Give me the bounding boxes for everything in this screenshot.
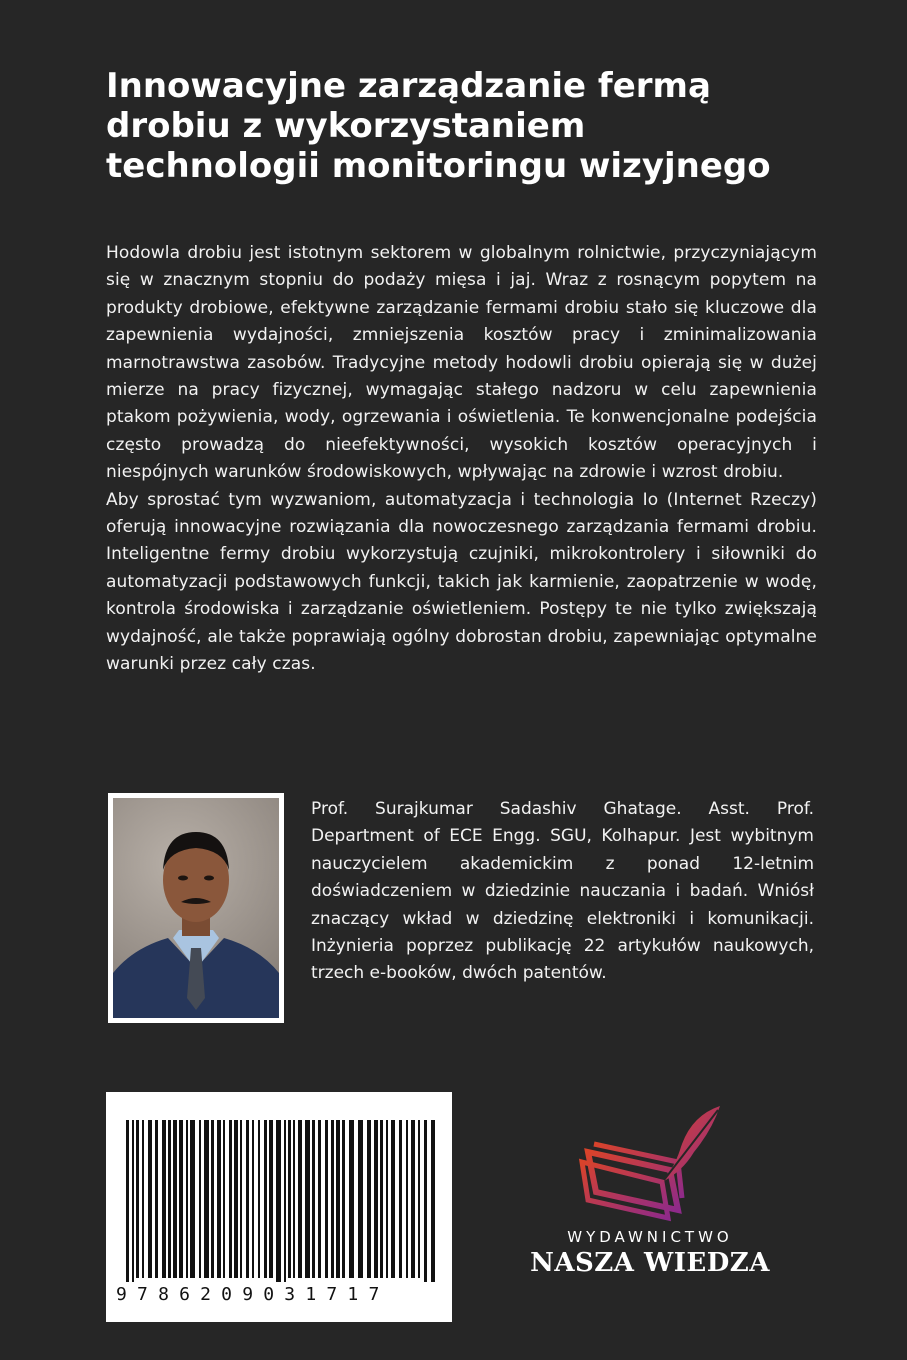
- barcode-bar: [223, 1120, 225, 1278]
- barcode-bar: [240, 1120, 242, 1278]
- barcode-bar: [173, 1120, 177, 1278]
- publisher-logo: [530, 1100, 770, 1290]
- barcode-bar: [380, 1120, 383, 1278]
- barcode-bar: [234, 1120, 238, 1278]
- barcode-bar: [269, 1120, 273, 1278]
- barcode-bar: [336, 1120, 340, 1278]
- barcode-bar: [374, 1120, 378, 1278]
- barcode-bar: [284, 1120, 286, 1282]
- barcode-bar: [276, 1120, 281, 1282]
- barcode-bar: [136, 1120, 139, 1278]
- barcode-bar: [258, 1120, 260, 1278]
- barcode-bar: [246, 1120, 249, 1278]
- barcode-bar: [391, 1120, 395, 1278]
- isbn-barcode: [106, 1092, 452, 1322]
- barcode-bar: [155, 1120, 158, 1278]
- barcode-bar: [349, 1120, 354, 1278]
- barcode-bar: [325, 1120, 328, 1278]
- barcode-bar: [186, 1120, 188, 1278]
- book-quill-icon: [570, 1100, 730, 1225]
- author-photo: [108, 793, 284, 1023]
- barcode-bar: [367, 1120, 371, 1278]
- barcode-bar: [331, 1120, 334, 1278]
- barcode-bar: [162, 1120, 166, 1278]
- barcode-bar: [132, 1120, 134, 1282]
- book-description: [106, 240, 817, 679]
- barcode-bar: [168, 1120, 171, 1278]
- barcode-bar: [288, 1120, 291, 1278]
- barcode-bar: [179, 1120, 183, 1278]
- barcode-bar: [204, 1120, 209, 1278]
- barcode-bar: [264, 1120, 267, 1278]
- isbn-number: 9786209031717: [116, 1284, 390, 1305]
- barcode-bar: [305, 1120, 310, 1278]
- author-bio: Prof. Surajkumar Sadashiv Ghatage. Asst. Prof. Department of ECE Engg. SGU, Kolhapur. Jest wybitnym nauczycielem akademickim z ponad 12-letnim doświadczeniem w dziedzinie nauczania i badań. Wniósł znaczący wkład w dziedzinę elektroniki i komunikacji. Inżynieria poprzez publikację 22 artykułów naukowych, trzech e-booków, dwóch patentów.: [311, 799, 814, 984]
- description-paragraph-1: Hodowla drobiu jest istotnym sektorem w globalnym rolnictwie, przyczyniającym się w znacznym stopniu do podaży mięsa i jaj. Wraz z rosnącym popytem na produkty drobiowe, efektywne zarządzanie fermami drobiu stało się kluczowe dla zapewnienia wydajności, zmniejszenia kosztów pracy i zminimalizowania marnotrawstwa zasobów. Tradycyjne metody hodowli drobiu opierają się w dużej mierze na pracy fizycznej, wymagając stałego nadzoru w celu zapewnienia ptakom pożywienia, wody, ogrzewania i oświetlenia. Te konwencjonalne podejścia często prowadzą do nieefektywności, wysokich kosztów operacyjnych i niespójnych warunków środowiskowych, wpływając na zdrowie i wzrost drobiu.: [106, 243, 817, 483]
- barcode-bar: [211, 1120, 214, 1278]
- barcode-bar: [190, 1120, 195, 1278]
- publisher-name: NASZA WIEDZA: [530, 1248, 770, 1278]
- barcode-bar: [199, 1120, 201, 1278]
- barcode-bar: [418, 1120, 420, 1278]
- description-paragraph-2: Aby sprostać tym wyzwaniom, automatyzacja i technologia Io (Internet Rzeczy) oferują innowacyjne rozwiązania dla nowoczesnego zarządzania fermami drobiu. Inteligentne fermy drobiu wykorzystują czujniki, mikrokontrolery i siłowniki do automatyzacji podstawowych funkcji, takich jak karmienie, zaopatrzenie w wodę, kontrola środowiska i zarządzanie oświetleniem. Postępy te nie tylko zwiększają wydajność, ale także poprawiają ogólny dobrostan drobiu, zapewniając optymalne warunki przez cały czas.: [106, 489, 817, 675]
- barcode-bar: [217, 1120, 221, 1278]
- barcode-bar: [312, 1120, 315, 1278]
- barcode-bar: [411, 1120, 415, 1278]
- barcode-bar: [358, 1120, 363, 1278]
- author-portrait-icon: [113, 798, 279, 1018]
- barcode-bars-icon: [106, 1092, 452, 1282]
- barcode-bar: [424, 1120, 427, 1282]
- barcode-bar: [342, 1120, 345, 1278]
- barcode-bar: [252, 1120, 254, 1278]
- barcode-bar: [386, 1120, 388, 1278]
- barcode-bar: [148, 1120, 152, 1278]
- barcode-bar: [126, 1120, 129, 1282]
- barcode-bar: [406, 1120, 408, 1278]
- barcode-bar: [399, 1120, 402, 1278]
- barcode-bar: [293, 1120, 295, 1278]
- barcode-bar: [318, 1120, 321, 1278]
- publisher-label: WYDAWNICTWO: [567, 1228, 733, 1246]
- barcode-bar: [298, 1120, 302, 1278]
- book-title: Innowacyjne zarządzanie fermą drobiu z wykorzystaniem technologii monitoringu wizyjnego: [106, 66, 771, 186]
- barcode-bar: [229, 1120, 232, 1278]
- barcode-bar: [431, 1120, 435, 1282]
- barcode-bar: [142, 1120, 144, 1278]
